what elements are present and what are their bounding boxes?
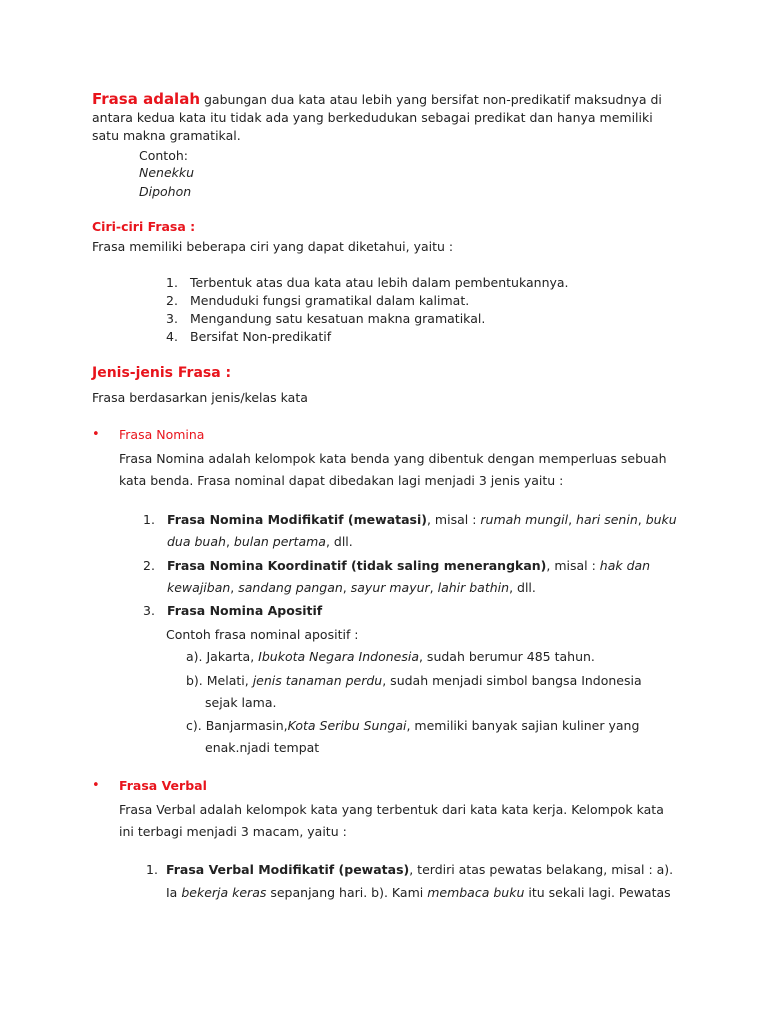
example-phrase: Ibukota Negara Indonesia — [258, 649, 419, 664]
text-segment: , misal : — [426, 512, 481, 527]
apositif-example-b — [186, 670, 642, 692]
ciri-item-3 — [166, 310, 485, 328]
verbal-heading: Frasa Verbal — [119, 778, 207, 793]
apositif-example-a — [186, 646, 595, 668]
nomina-heading: Frasa Nomina — [119, 427, 205, 442]
text-segment: , dll. — [509, 580, 536, 595]
apositif-lead: Contoh frasa nominal apositif : — [166, 627, 359, 642]
verbal-desc-2: ini terbagi menjadi 3 macam, yaitu : — [119, 824, 347, 839]
nomina-item-3 — [143, 600, 322, 622]
example-phrase: hak dan — [599, 558, 651, 573]
contoh-label: Contoh: — [139, 148, 188, 163]
example-phrase: lahir bathin — [437, 580, 510, 595]
nomina-item-1-line-2 — [167, 531, 353, 553]
apositif-example-c-cont: enak.njadi tempat — [205, 740, 320, 755]
text-segment: , dll. — [325, 534, 353, 549]
example-phrase: dua buah — [167, 534, 226, 549]
nomina-item-1-title: Frasa Nomina Modifikatif (mewatasi) — [167, 512, 427, 527]
ciri-item-text: Terbentuk atas dua kata atau lebih dalam pembentukannya. — [190, 275, 569, 290]
nomina-item-num: 3. — [143, 603, 155, 618]
text-segment: itu sekali lagi. Pewatas — [524, 885, 671, 900]
nomina-item-2-line-2 — [167, 577, 536, 599]
example-phrase: Kota Seribu Sungai — [287, 718, 407, 733]
text-segment: Ia — [166, 885, 182, 900]
nomina-desc-2: kata benda. Frasa nominal dapat dibedakan lagi menjadi 3 jenis yaitu : — [119, 473, 564, 488]
text-segment: , — [225, 534, 234, 549]
nomina-item-3-title: Frasa Nomina Apositif — [167, 603, 323, 618]
bullet-icon: • — [92, 427, 100, 442]
ciri-lead: Frasa memiliki beberapa ciri yang dapat diketahui, yaitu : — [92, 239, 454, 254]
text-segment: , sudah berumur 485 tahun. — [418, 649, 595, 664]
nomina-item-2-title: Frasa Nomina Koordinatif (tidak saling menerangkan) — [167, 558, 547, 573]
nomina-item-2-line-1 — [143, 555, 650, 577]
example-phrase: membaca buku — [427, 885, 525, 900]
apositif-example-c — [186, 715, 639, 737]
text-segment: b). Melati, — [186, 673, 253, 688]
nomina-item-num: 1. — [143, 512, 155, 527]
text-segment: , — [230, 580, 239, 595]
ciri-item-4 — [166, 328, 331, 346]
text-segment: , terdiri atas pewatas belakang, misal : a). — [409, 862, 674, 877]
bullet-icon: • — [92, 778, 100, 793]
jenis-heading: Jenis-jenis Frasa : — [92, 365, 232, 381]
nomina-item-num: 2. — [143, 558, 155, 573]
example-phrase: kewajiban — [167, 580, 231, 595]
example-phrase: hari senin — [576, 512, 638, 527]
text-segment: a). Jakarta, — [186, 649, 259, 664]
intro-text-1: gabungan dua kata atau lebih yang bersifat non-predikatif maksudnya di — [204, 92, 662, 107]
text-segment: , memiliki banyak sajian kuliner yang — [406, 718, 640, 733]
text-segment: , — [568, 512, 577, 527]
example-phrase: buku — [645, 512, 677, 527]
intro-line-2: antara kedua kata itu tidak ada yang berkedudukan sebagai predikat dan hanya memiliki — [92, 110, 653, 125]
apositif-example-b-cont: sejak lama. — [205, 695, 277, 710]
example-phrase: jenis tanaman perdu — [252, 673, 383, 688]
ciri-item-num: 1. — [166, 275, 178, 290]
nomina-desc-1: Frasa Nomina adalah kelompok kata benda yang dibentuk dengan memperluas sebuah — [119, 451, 667, 466]
example-phrase: rumah mungil — [480, 512, 569, 527]
verbal-item-1-title: Frasa Verbal Modifikatif (pewatas) — [166, 862, 410, 877]
text-segment: c). Banjarmasin, — [186, 718, 288, 733]
intro-term: Frasa adalah — [92, 90, 201, 108]
ciri-item-num: 3. — [166, 311, 178, 326]
ciri-heading: Ciri-ciri Frasa : — [92, 219, 196, 234]
example-phrase: bulan pertama — [233, 534, 326, 549]
ciri-item-text: Mengandung satu kesatuan makna gramatikal. — [190, 311, 486, 326]
example-1: Nenekku — [139, 165, 195, 180]
text-segment: sepanjang hari. b). Kami — [266, 885, 428, 900]
example-phrase: bekerja keras — [181, 885, 267, 900]
verbal-item-1-line-2 — [166, 882, 671, 904]
verbal-item-1-line-1 — [146, 859, 673, 881]
ciri-item-2 — [166, 292, 469, 310]
text-segment: , misal : — [546, 558, 600, 573]
example-phrase: sandang pangan — [238, 580, 343, 595]
intro-line-1 — [92, 90, 662, 109]
ciri-item-num: 4. — [166, 329, 178, 344]
ciri-item-text: Menduduki fungsi gramatikal dalam kalimat. — [190, 293, 470, 308]
ciri-item-text: Bersifat Non-predikatif — [190, 329, 332, 344]
ciri-item-1 — [166, 274, 569, 292]
nomina-item-1-line-1 — [143, 509, 677, 531]
verbal-item-num: 1. — [146, 862, 158, 877]
example-2: Dipohon — [139, 184, 192, 199]
text-segment: , — [637, 512, 646, 527]
example-phrase: sayur mayur — [350, 580, 430, 595]
text-segment: , sudah menjadi simbol bangsa Indonesia — [382, 673, 642, 688]
ciri-item-num: 2. — [166, 293, 178, 308]
jenis-lead: Frasa berdasarkan jenis/kelas kata — [92, 390, 308, 405]
intro-line-3: satu makna gramatikal. — [92, 128, 241, 143]
verbal-desc-1: Frasa Verbal adalah kelompok kata yang terbentuk dari kata kata kerja. Kelompok kata — [119, 802, 664, 817]
text-segment: , — [429, 580, 438, 595]
text-segment: , — [342, 580, 351, 595]
